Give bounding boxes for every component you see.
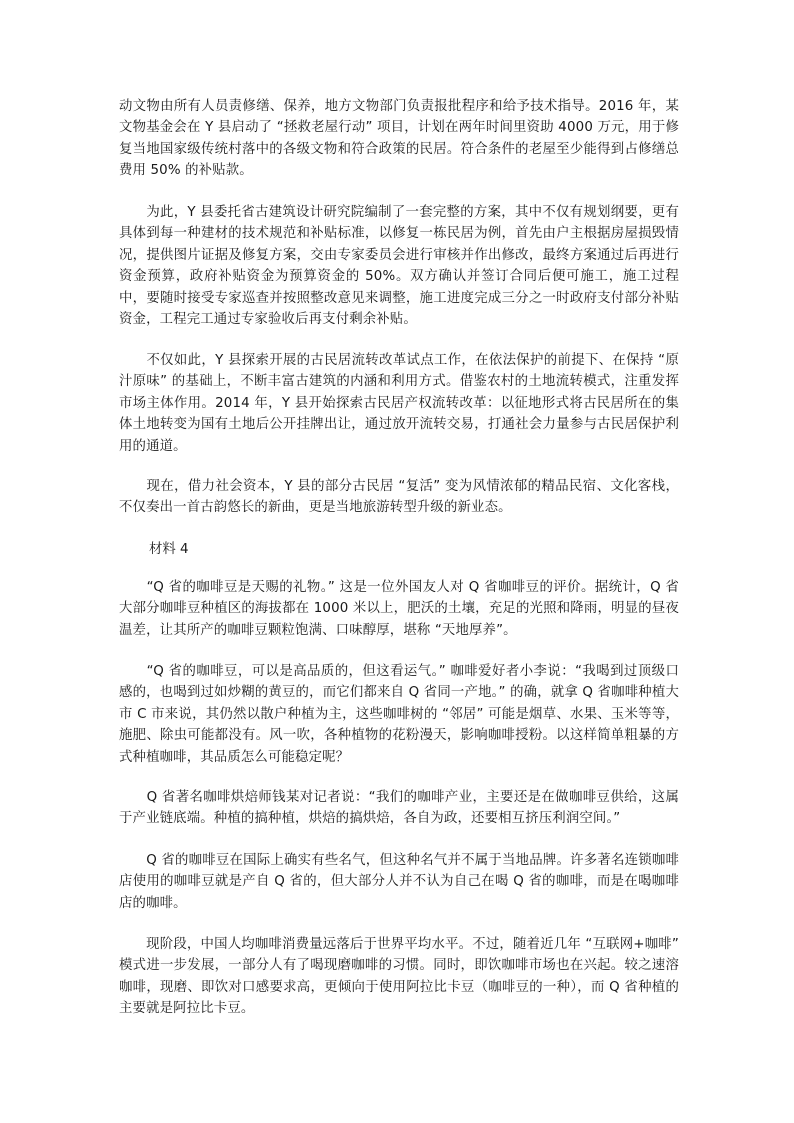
paragraph-1: 动文物由所有人员责修缮、保养，地方文物部门负责报批程序和给予技术指导。2016 年，某文物基金会在 Y 县启动了 “拯救老屋行动” 项目，计划在两年时间里资助 4000 万元，用于修复当地国家级传统村落中的各级文物和符合政策的民居。符合条件的老屋至少能得到占修缮总费用 50% 的补贴款。 xyxy=(119,99,679,179)
paragraph-3: 不仅如此，Y 县探索开展的古民居流转改革试点工作，在依法保护的前提下、在保持 “原汁原味” 的基础上，不断丰富古建筑的内涵和利用方式。借鉴农村的土地流转模式，注重发挥市场主体作用。2014 年，Y 县开始探索古民居产权流转改革：以征地形式将古民居所在的集体土地转变为国有土地后公开挂牌出让，通过放开流转交易，打通社会力量参与古民居保护利用的通道。 xyxy=(119,353,679,454)
paragraph-9: 现阶段，中国人均咖啡消费量远落后于世界平均水平。不过，随着近几年 “互联网+咖啡” 模式进一步发展，一部分人有了喝现磨咖啡的习惯。同时，即饮咖啡市场也在兴起。较之速溶咖啡，现磨、即饮对口感要求高，更倾向于使用阿拉比卡豆（咖啡豆的一种），而 Q 省种植的主要就是阿拉比卡豆。 xyxy=(119,937,679,1017)
section-heading-material-4: 材料 4 xyxy=(149,542,189,557)
paragraph-4: 现在，借力社会资本，Y 县的部分古民居 “复活” 变为风情浓郁的精品民宿、文化客栈，不仅奏出一首古韵悠长的新曲，更是当地旅游转型升级的新业态。 xyxy=(119,479,679,516)
paragraph-5: “Q 省的咖啡豆是天赐的礼物。” 这是一位外国友人对 Q 省咖啡豆的评价。据统计，Q 省大部分咖啡豆种植区的海拔都在 1000 米以上，肥沃的土壤，充足的光照和降雨，明显的昼夜温差，让其所产的咖啡豆颗粒饱满、口味醇厚，堪称 “天地厚养”。 xyxy=(119,580,679,638)
paragraph-7: Q 省著名咖啡烘焙师钱某对记者说：“我们的咖啡产业，主要还是在做咖啡豆供给，这属于产业链底端。种植的搞种植，烘焙的搞烘焙，各自为政，还要相互挤压利润空间。” xyxy=(119,790,679,827)
paragraph-6: “Q 省的咖啡豆，可以是高品质的，但这看运气。” 咖啡爱好者小李说：“我喝到过顶级口感的，也喝到过如炒糊的黄豆的，而它们都来自 Q 省同一产地。” 的确，就拿 Q 省咖啡种植大市 C 市来说，其仍然以散户种植为主，这些咖啡树的 “邻居” 可能是烟草、水果、玉米等等，施肥、除虫可能都没有。风一吹，各种植物的花粉漫天，影响咖啡授粉。以这样简单粗暴的方式种植咖啡，其品质怎么可能稳定呢？ xyxy=(119,664,679,765)
paragraph-2: 为此，Y 县委托省古建筑设计研究院编制了一套完整的方案，其中不仅有规划纲要，更有具体到每一种建材的技术规范和补贴标准，以修复一栋民居为例，首先由户主根据房屋损毁情况，提供图片证据及修复方案，交由专家委员会进行审核并作出修改，最终方案通过后再进行资金预算，政府补贴资金为预算资金的 50%。双方确认并签订合同后便可施工，施工过程中，要随时接受专家巡查并按照整改意见来调整，施工进度完成三分之一时政府支付部分补贴资金，工程完工通过专家验收后再支付剩余补贴。 xyxy=(119,205,679,328)
paragraph-8: Q 省的咖啡豆在国际上确实有些名气，但这种名气并不属于当地品牌。许多著名连锁咖啡店使用的咖啡豆就是产自 Q 省的，但大部分人并不认为自己在喝 Q 省的咖啡，而是在喝咖啡店的咖啡。 xyxy=(119,853,679,911)
